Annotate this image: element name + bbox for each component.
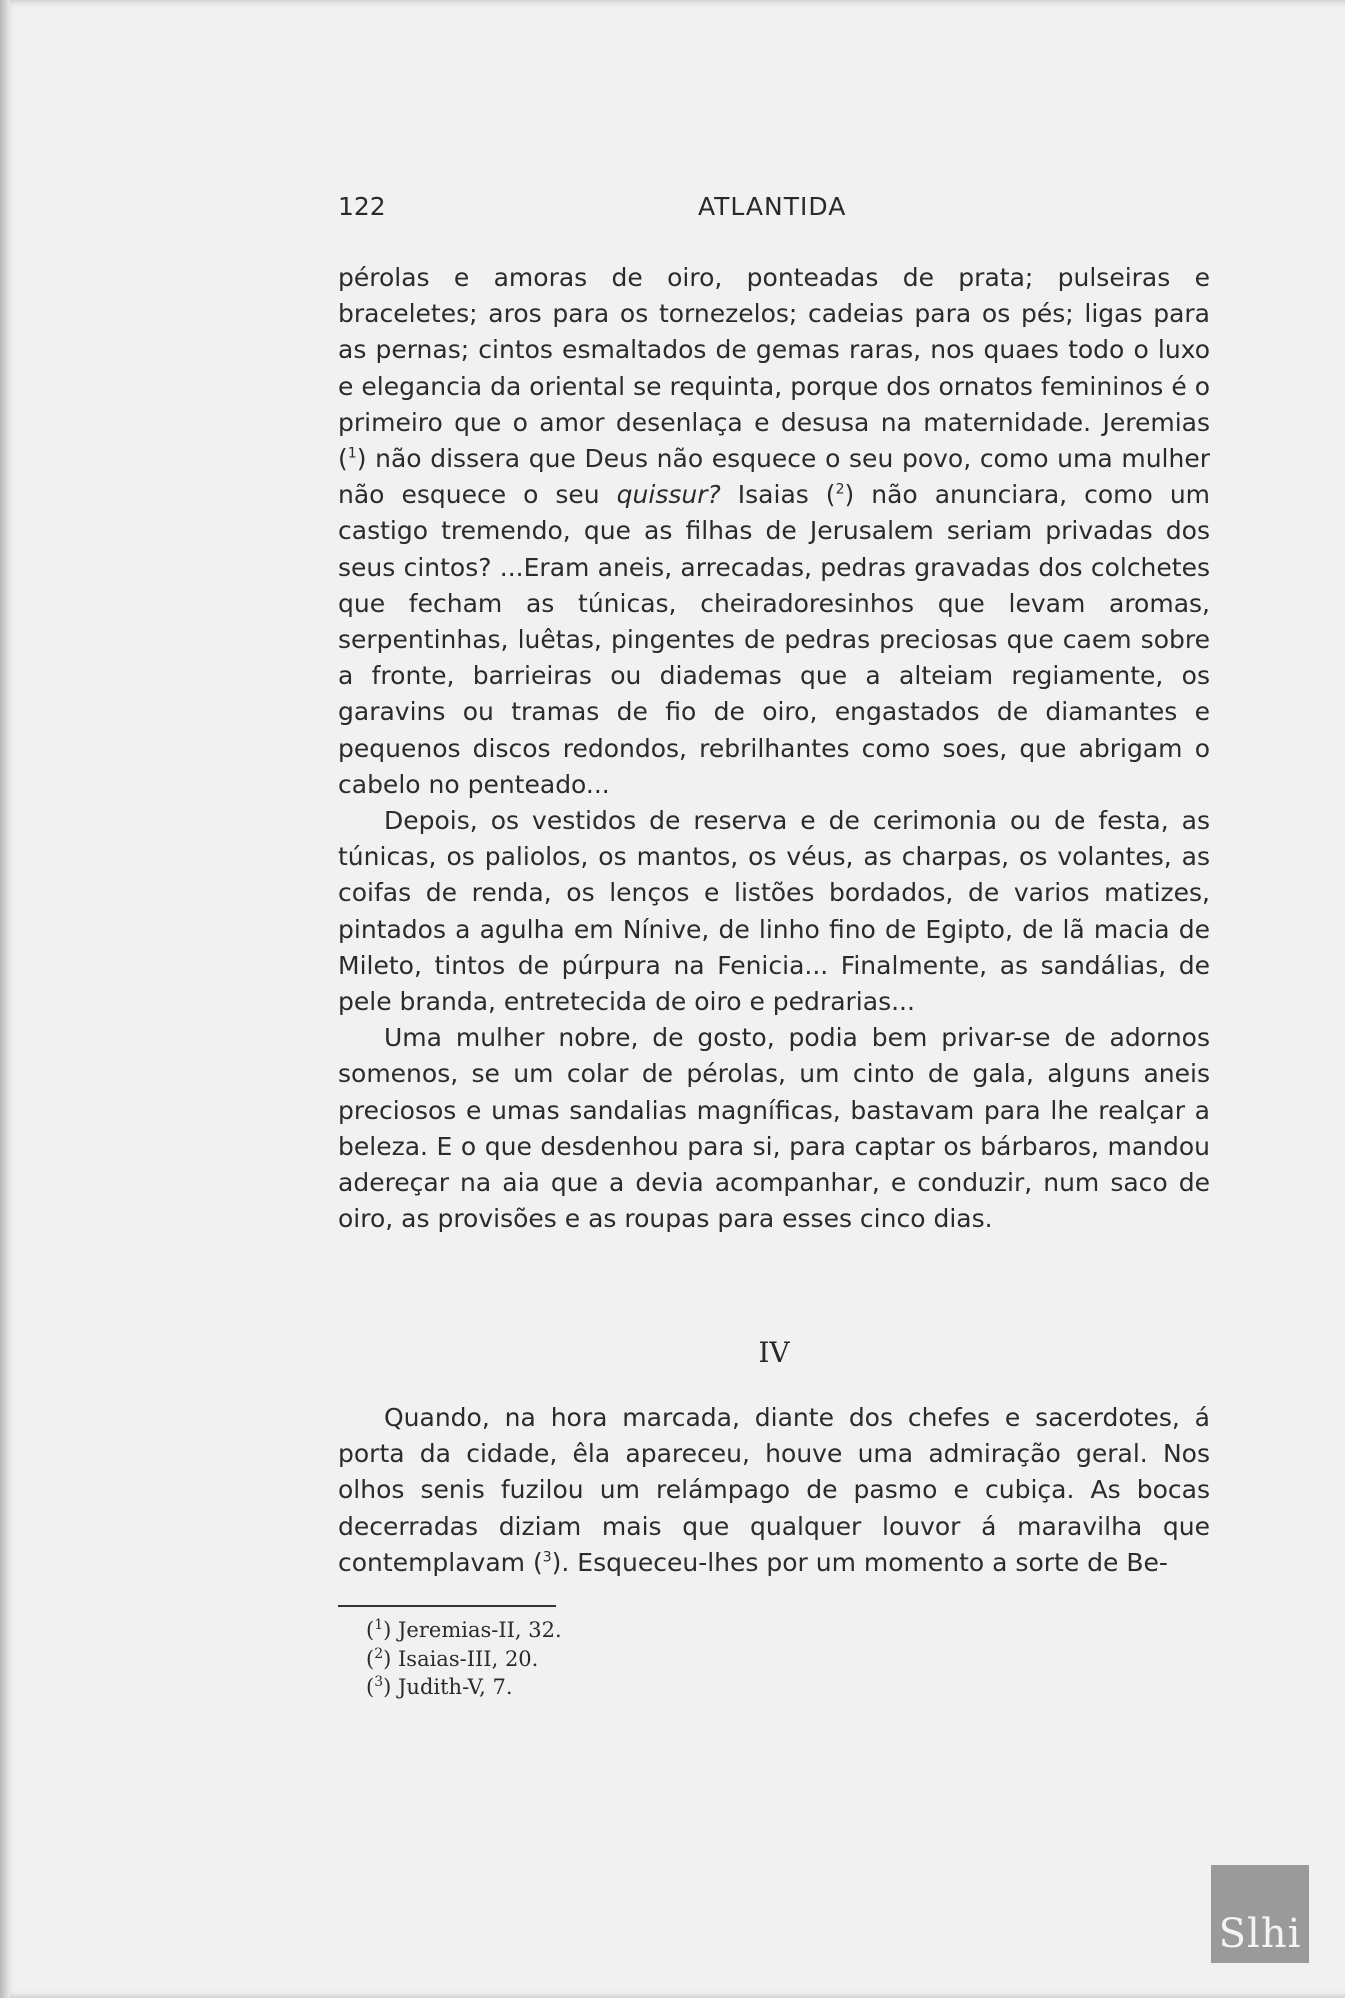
text-run: Isaias ( <box>720 480 836 510</box>
text-run: ). Esqueceu-lhes por um momento a sorte de Be- <box>551 1547 1168 1577</box>
footnote-number: 3 <box>374 1674 384 1690</box>
text-run: pérolas e amoras de oiro, ponteadas de prata; pulseiras e braceletes; aros para os tornezelos; cadeias para os pés; ligas para as pernas; cintos esmaltados de gemas raras, nos quaes todo o luxo e elegancia da oriental se requinta, porque dos ornatos femininos é o primeiro que o amor desenlaça e desusa na maternidade. Jeremias ( <box>338 263 1210 474</box>
chapter-heading: IV <box>758 1336 790 1369</box>
watermark-text: Slhi <box>1218 1911 1302 1957</box>
paragraph <box>338 1400 1210 1581</box>
footnote: ($^2$) Isaias-III, 20. <box>366 1645 539 1671</box>
footnote-divider <box>338 1605 556 1607</box>
library-watermark-logo <box>1211 1865 1309 1963</box>
footnote-ref: 2 <box>835 481 845 498</box>
footnote-number: 1 <box>374 1617 384 1633</box>
footnote-text: Isaias-III, 20. <box>398 1646 539 1671</box>
text-run: ) não anunciara, como um castigo tremendo, que as filhas de Jerusalem seriam privadas dos seus cintos? ...Eram aneis, arrecadas, pedras gravadas dos colchetes que fecham as túnicas, cheiradoresinhos que levam aromas, serpentinhas, luêtas, pingentes de pedras preciosas que caem sobre a fronte, barrieiras ou diademas que a alteiam regiamente, os garavins ou tramas de fio de oiro, engastados de diamantes e pequenos discos redondos, rebrilhantes como soes, que abrigam o cabelo no penteado... <box>338 480 1211 799</box>
footnote-number: 2 <box>374 1645 384 1662</box>
paragraph: Uma mulher nobre, de gosto, podia bem privar-se de adornos somenos, se um colar de pérolas, um cinto de gala, alguns aneis preciosos e umas sandalias magníficas, bastavam para lhe realçar a beleza. E o que desdenhou para si, para captar os bárbaros, mandou adereçar na aia que a devia acompanhar, e conduzir, num saco de oiro, as provisões e as roupas para esses cinco dias. <box>338 1023 1210 1234</box>
body-text <box>338 260 1210 1237</box>
text-run: Quando, na hora marcada, diante dos chefes e sacerdotes, á porta da cidade, êla apareceu, houve uma admiração geral. Nos olhos senis fuzilou um relámpago de pasmo e cubiça. As bocas decerradas diziam mais que qualquer louvor á maravilha que contemplavam ( <box>338 1403 1210 1577</box>
paragraph <box>338 260 1210 803</box>
page-number: 122 <box>338 192 386 221</box>
chapter-text <box>338 1400 1210 1581</box>
footnotes <box>366 1616 562 1702</box>
footnote-ref: 3 <box>542 1549 552 1566</box>
italic-word: quissur? <box>616 480 721 510</box>
paragraph: Depois, os vestidos de reserva e de cerimonia ou de festa, as túnicas, os paliolos, os mantos, os véus, as charpas, os volantes, as coifas de renda, os lenços e listões bordados, de varios matizes, pintados a agulha em Nínive, de linho fino de Egipto, de lã macia de Mileto, tintos de púrpura na Fenicia... Finalmente, as sandálias, de pele branda, entretecida de oiro e pedrarias... <box>338 806 1210 1017</box>
book-title: ATLANTIDA <box>698 192 847 221</box>
running-head <box>338 192 1208 232</box>
footnote: ($^3$) Judith-V, 7. <box>366 1674 513 1699</box>
footnote-text: Judith-V, 7. <box>398 1675 513 1699</box>
footnote-ref: 1 <box>347 445 357 462</box>
page-gutter-shadow <box>0 0 10 1998</box>
footnote-text: Jeremias-II, 32. <box>398 1618 562 1642</box>
text-run: ) não dissera que Deus não esquece o seu povo, como uma mulher não esquece o seu <box>338 444 1210 510</box>
footnote: ($^1$) Jeremias-II, 32. <box>366 1617 562 1642</box>
